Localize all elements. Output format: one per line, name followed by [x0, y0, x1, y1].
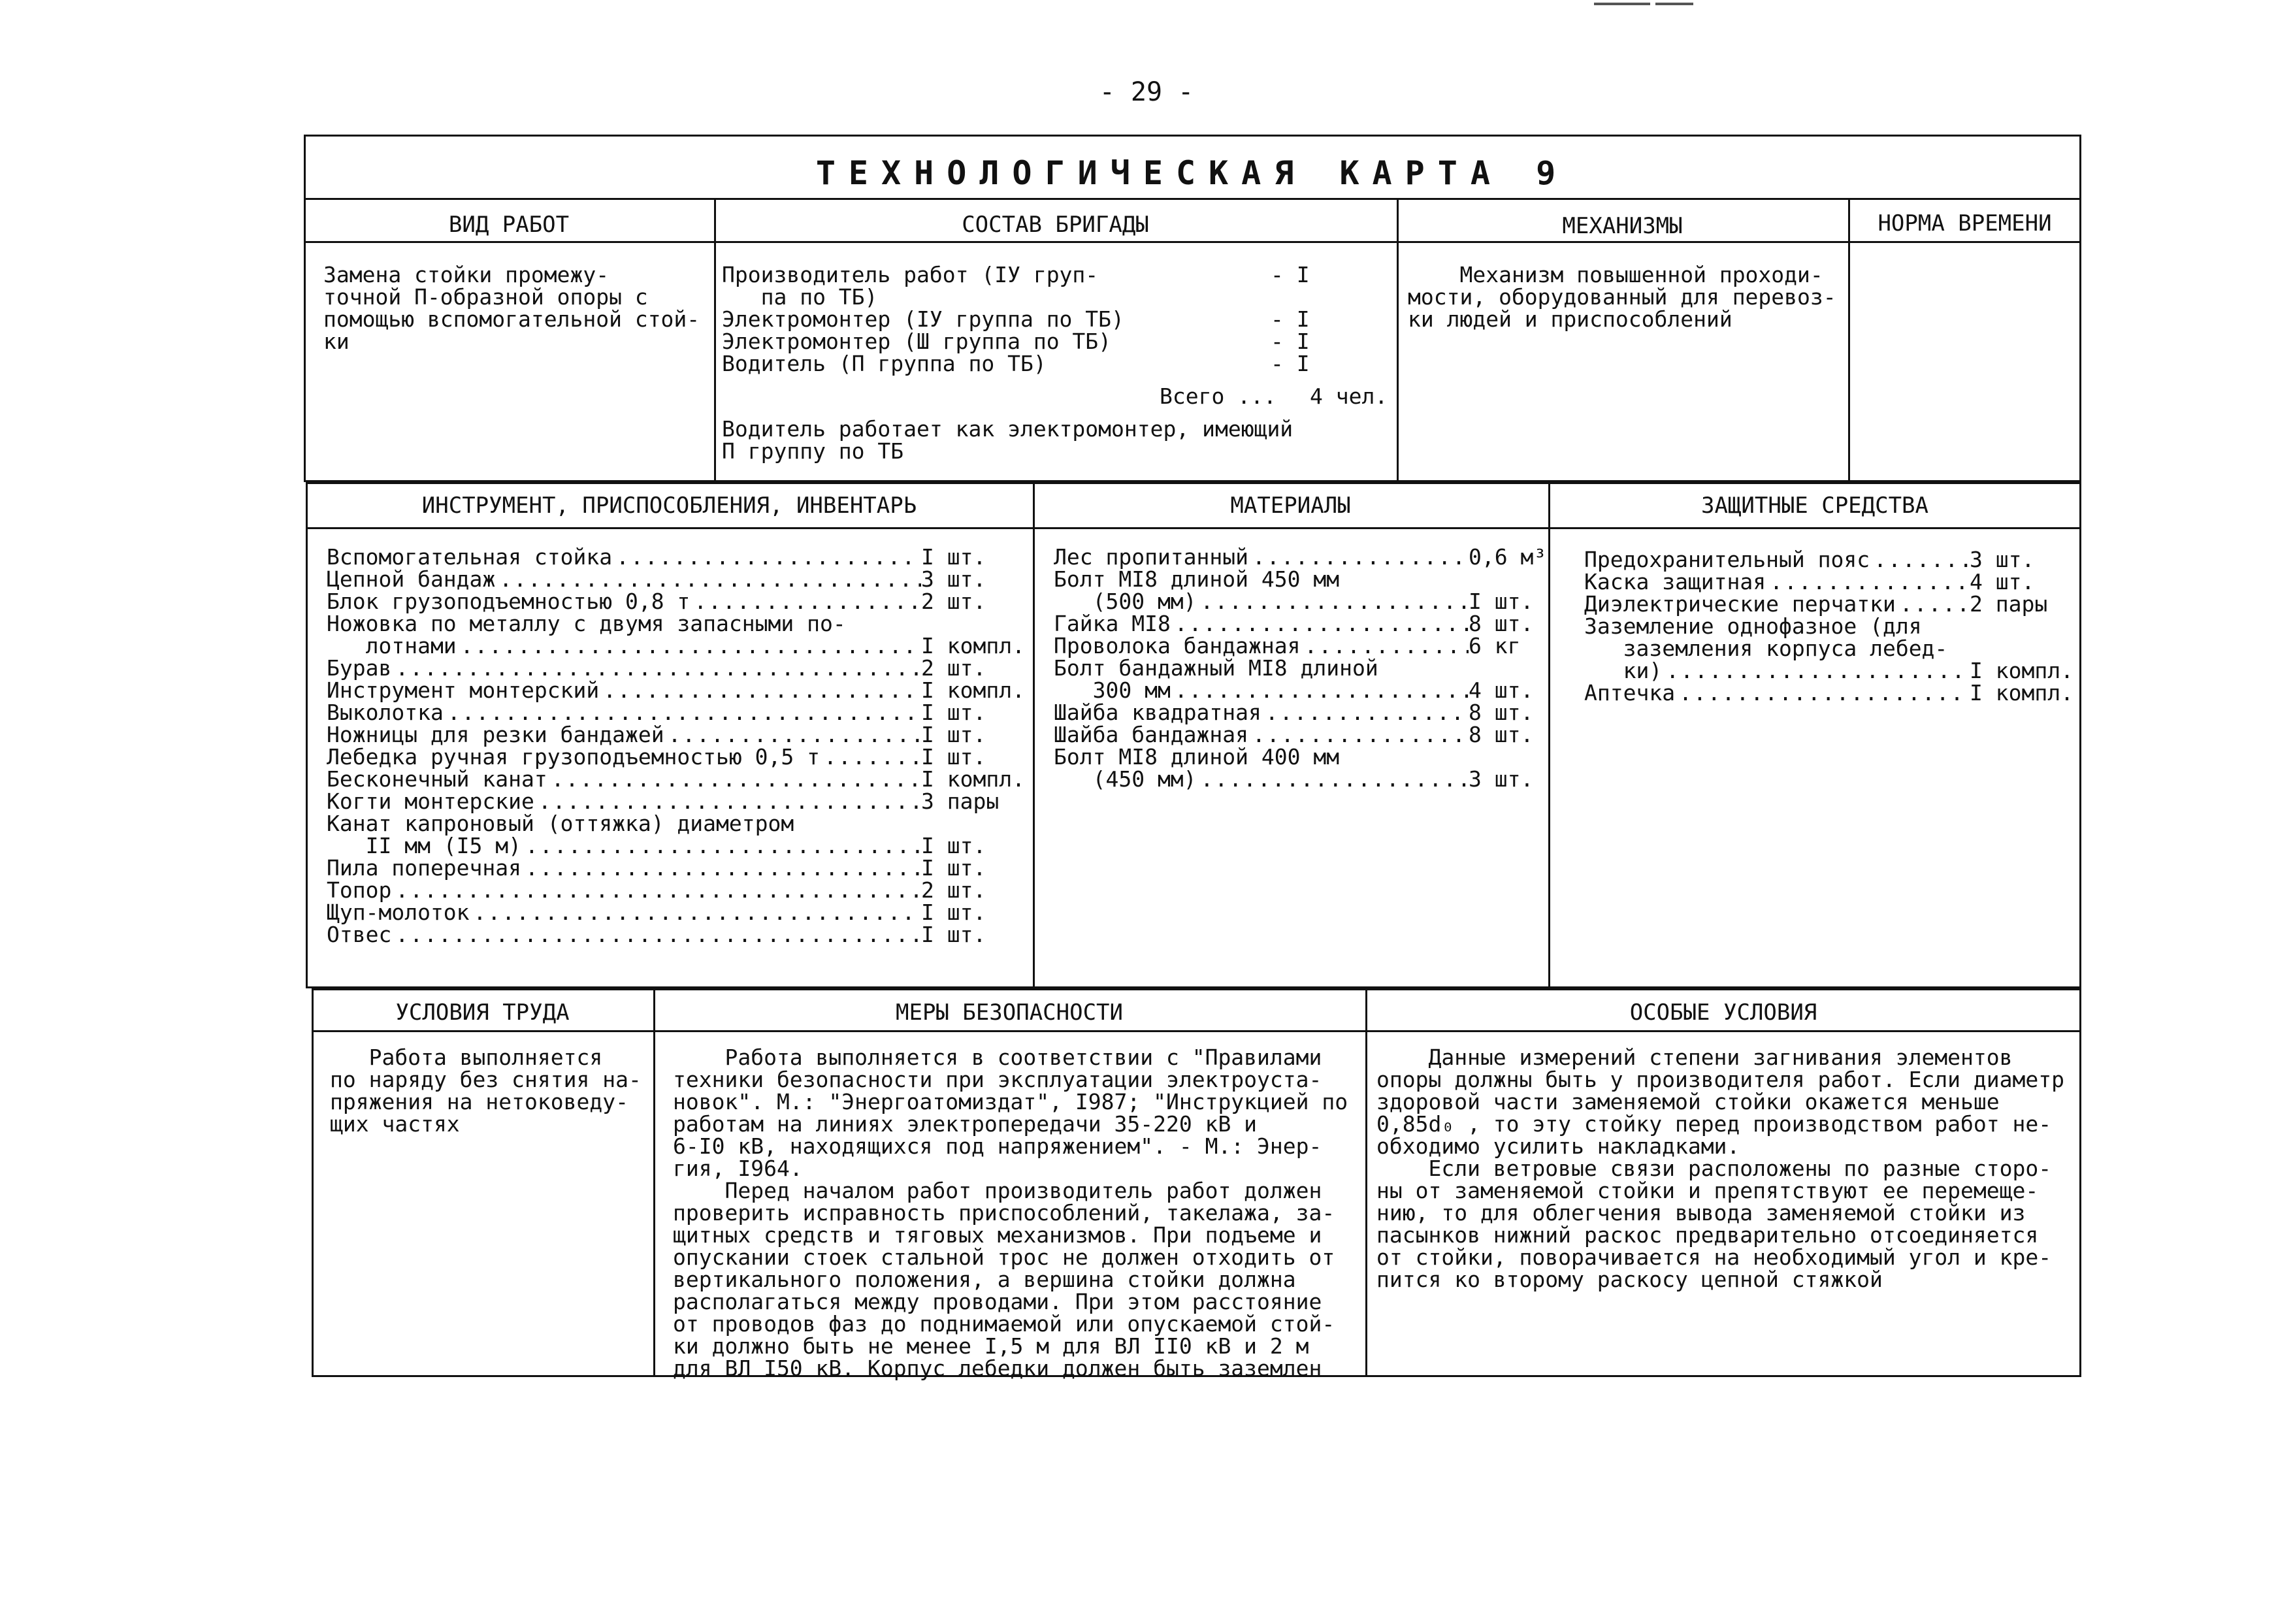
- conditions-text: Работа выполняется по наряду без снятия на- пряжения на нетоковеду- щих частях: [330, 1045, 642, 1137]
- protection-name: Аптечка: [1584, 680, 1676, 706]
- crew-member: [722, 331, 1391, 353]
- tool-qty: I шт.: [921, 922, 986, 947]
- material-item: [1054, 724, 1540, 746]
- materials-list: [1054, 544, 1547, 792]
- material-item: [1054, 657, 1540, 679]
- tool-qty: 2 шт.: [921, 589, 986, 614]
- material-qty: 0,6 м³: [1469, 544, 1547, 570]
- material-name: Проволока бандажная: [1054, 633, 1301, 658]
- header-tools: ИНСТРУМЕНТ, ПРИСПОСОБЛЕНИЯ, ИНВЕНТАРЬ: [421, 493, 917, 519]
- material-item: [1054, 613, 1540, 635]
- tool-item: [327, 835, 1026, 857]
- technological-card: [304, 135, 2081, 1381]
- material-name: Шайба бандажная: [1054, 722, 1249, 747]
- tool-name: Инструмент монтерский: [327, 677, 600, 703]
- material-name: (500 мм): [1054, 589, 1197, 614]
- crew-member-name: Электромонтер (Ш группа по ТБ): [722, 329, 1112, 354]
- header-special: ОСОБЫЕ УСЛОВИЯ: [1629, 999, 1817, 1026]
- tool-qty: I компл.: [921, 633, 1025, 658]
- tool-item: [327, 657, 1026, 679]
- col-divider-3: [1848, 198, 1850, 482]
- tool-item: [327, 924, 1026, 946]
- mechanisms-text: Механизм повышенной проходи- мости, оборудованный для перевоз- ки людей и приспособлений: [1408, 262, 1836, 332]
- work-type-text: Замена стойки промежу- точной П-образной опоры с помощью вспомогательной стой- ки: [323, 262, 700, 354]
- tool-name: Ножовка по металлу с двумя запасными по-: [327, 611, 846, 636]
- header-work-type: ВИД РАБОТ: [448, 212, 570, 238]
- protection-list: [1584, 549, 2074, 704]
- protection-item: [1584, 682, 2074, 704]
- tool-item: [327, 546, 1026, 568]
- tool-qty: 3 пары: [921, 788, 1000, 814]
- tool-qty: I шт.: [921, 744, 986, 770]
- material-name: 300 мм: [1054, 677, 1171, 703]
- crew-total-value: 4 чел.: [1310, 383, 1388, 409]
- material-qty: 6 кг: [1469, 633, 1521, 658]
- material-item: [1054, 544, 1547, 570]
- safety-text: Работа выполняется в соответствии с "Правилами техники безопасности при эксплуатации электроуста- новок". М.: "Энергоатомиздат", I987; "Инструкцией по работам на линиях электропередачи 35-220 кВ и 6-I0 кВ, находящихся под напряжением". - М.: Энер- гия, I964. Перед началом работ производитель работ должен проверить исправность приспособлений, такелажа, за- щитных средств и тяговых механизмов. При подъеме и опускании стоек стальной трос не должен отходить от вертикального положения, а вершина стойки должна располагаться между проводами. При этом расстояние от проводов фаз до поднимаемой или опускаемой стой- ки должно быть не менее I,5 м для ВЛ II0 кВ и 2 м для ВЛ I50 кВ. Корпус лебедки должен быть заземлен: [673, 1045, 1348, 1381]
- tool-item: [327, 702, 1026, 724]
- protection-qty: I компл.: [1970, 658, 2073, 683]
- header-protection: ЗАЩИТНЫЕ СРЕДСТВА: [1701, 493, 1928, 519]
- material-item: [1054, 635, 1540, 657]
- protection-qty: 3 шт.: [1970, 547, 2035, 572]
- protection-name: Заземление однофазное (для: [1584, 613, 1922, 639]
- material-qty: 8 шт.: [1469, 611, 1534, 636]
- header-divider-2: [306, 527, 2081, 529]
- crew-block: [722, 262, 1391, 464]
- crew-member: [722, 353, 1391, 375]
- page-number: - 29 -: [1099, 77, 1194, 107]
- tool-item: [327, 857, 1026, 879]
- header-divider-1: [304, 241, 2081, 243]
- tool-item: [327, 790, 1026, 813]
- crew-member-name: Водитель (П группа по ТБ): [722, 351, 1047, 376]
- col-divider-6: [653, 988, 655, 1377]
- header-divider-3: [312, 1030, 2081, 1032]
- tool-qty: 2 шт.: [921, 877, 986, 903]
- tool-qty: I шт.: [921, 544, 986, 570]
- header-safety: МЕРЫ БЕЗОПАСНОСТИ: [896, 999, 1123, 1026]
- tool-name: Вспомогательная стойка: [327, 544, 613, 570]
- protection-qty: 4 шт.: [1970, 569, 2035, 594]
- crew-total-label: Всего ...: [1160, 383, 1277, 409]
- tool-name: Лебедка ручная грузоподъемностью 0,5 т: [327, 744, 820, 770]
- tool-name: Цепной бандаж: [327, 566, 496, 592]
- tool-name: Бесконечный канат: [327, 766, 547, 792]
- tool-item: [327, 613, 1026, 635]
- tool-name: Канат капроновый (оттяжка) диаметром: [327, 811, 794, 836]
- tool-qty: I шт.: [921, 855, 986, 881]
- crew-member: [722, 308, 1391, 331]
- col-divider-5: [1548, 482, 1550, 988]
- crew-note: Водитель работает как электромонтер, имеющий П группу по ТБ: [722, 416, 1293, 464]
- protection-qty: 2 пары: [1970, 591, 2048, 617]
- crew-member-name: Электромонтер (IУ группа по ТБ): [722, 306, 1124, 332]
- tool-item: [327, 724, 1026, 746]
- material-name: Шайба квадратная: [1054, 700, 1261, 725]
- tool-item: [327, 879, 1026, 901]
- tool-name: лотнами: [327, 633, 457, 658]
- crew-member-count: - I: [1271, 329, 1310, 354]
- card-title: ТЕХНОЛОГИЧЕСКАЯ КАРТА 9: [815, 154, 1569, 192]
- tool-name: Когти монтерские: [327, 788, 534, 814]
- col-divider-1: [714, 198, 716, 482]
- protection-name: заземления корпуса лебед-: [1584, 636, 1948, 661]
- crew-member-count: - I: [1271, 306, 1310, 332]
- protection-item: [1584, 615, 2074, 638]
- header-time-norm: НОРМА ВРЕМЕНИ: [1878, 210, 2052, 236]
- tool-qty: I компл.: [921, 677, 1025, 703]
- tool-name: Отвес: [327, 922, 392, 947]
- tool-item: [327, 746, 1026, 768]
- header-mechanisms: МЕХАНИЗМЫ: [1562, 213, 1683, 239]
- material-name: Гайка МI8: [1054, 611, 1171, 636]
- header-materials: МАТЕРИАЛЫ: [1230, 493, 1351, 519]
- special-text: Данные измерений степени загнивания элементов опоры должны быть у производителя работ. Если диаметр здоровой части заменяемой стойки окажется меньше 0,85d₀ , то эту стойку перед производством работ не- обходимо усилить накладками. Если ветровые связи расположены по разные сторо- ны от заменяемой стойки и препятствуют ее перемеще- нию, то для облегчения вывода заменяемой стойки из пасынков нижний раскос предварительно отсоединяется от стойки, поворачивается на необходимый угол и кре- пится ко второму раскосу цепной стяжкой: [1376, 1045, 2064, 1292]
- col-divider-4: [1033, 482, 1035, 988]
- protection-item: [1584, 638, 2074, 660]
- material-qty: I шт.: [1469, 589, 1534, 614]
- material-name: (450 мм): [1054, 766, 1197, 792]
- tool-name: Блок грузоподъемностью 0,8 т: [327, 589, 691, 614]
- col-divider-7: [1365, 988, 1367, 1377]
- col-divider-2: [1397, 198, 1399, 482]
- tool-item: [327, 901, 1026, 924]
- material-item: [1054, 568, 1540, 591]
- tool-qty: I шт.: [921, 722, 986, 747]
- header-crew: СОСТАВ БРИГАДЫ: [962, 212, 1149, 238]
- crew-total: [722, 375, 1391, 408]
- protection-name: Диэлектрические перчатки: [1584, 591, 1896, 617]
- tool-name: Ножницы для резки бандажей: [327, 722, 664, 747]
- tool-item: [327, 635, 1026, 657]
- title-divider: [304, 198, 2081, 200]
- protection-item: [1584, 549, 2074, 571]
- material-qty: 8 шт.: [1469, 700, 1534, 725]
- tool-name: Пила поперечная: [327, 855, 522, 881]
- tools-list: [327, 546, 1026, 946]
- protection-name: ки): [1584, 658, 1663, 683]
- material-name: Болт бандажный МI8 длиной: [1054, 655, 1378, 681]
- material-item: [1054, 768, 1540, 790]
- crew-member-count: - I: [1271, 351, 1310, 376]
- material-qty: 3 шт.: [1469, 766, 1534, 792]
- tool-name: Топор: [327, 877, 392, 903]
- material-item: [1054, 746, 1540, 768]
- tool-qty: I шт.: [921, 700, 986, 725]
- material-name: Болт МI8 длиной 400 мм: [1054, 744, 1340, 770]
- header-conditions: УСЛОВИЯ ТРУДА: [395, 999, 570, 1026]
- tool-name: II мм (I5 м): [327, 833, 522, 858]
- tool-item: [327, 813, 1026, 835]
- protection-item: [1584, 593, 2074, 615]
- tool-qty: I шт.: [921, 900, 986, 925]
- tool-qty: I компл.: [921, 766, 1025, 792]
- tool-qty: I шт.: [921, 833, 986, 858]
- protection-item: [1584, 571, 2074, 593]
- protection-name: Предохранительный пояс: [1584, 547, 1870, 572]
- tool-qty: 2 шт.: [921, 655, 986, 681]
- crew-member-count: - I: [1271, 262, 1310, 287]
- crew-member-name: Производитель работ (IУ груп- па по ТБ): [722, 262, 1099, 310]
- tool-qty: 3 шт.: [921, 566, 986, 592]
- protection-qty: I компл.: [1970, 680, 2073, 706]
- protection-item: [1584, 660, 2074, 682]
- material-name: Лес пропитанный: [1054, 544, 1249, 570]
- material-qty: 8 шт.: [1469, 722, 1534, 747]
- tool-name: Щуп-молоток: [327, 900, 470, 925]
- tool-item: [327, 568, 1026, 591]
- material-item: [1054, 591, 1540, 613]
- material-qty: 4 шт.: [1469, 677, 1534, 703]
- tool-item: [327, 591, 1026, 613]
- material-item: [1054, 679, 1540, 702]
- tool-item: [327, 768, 1026, 790]
- tool-name: Бурав: [327, 655, 392, 681]
- material-item: [1054, 702, 1540, 724]
- protection-name: Каска защитная: [1584, 569, 1766, 594]
- tool-name: Выколотка: [327, 700, 444, 725]
- tool-item: [327, 679, 1026, 702]
- material-name: Болт МI8 длиной 450 мм: [1054, 566, 1340, 592]
- crew-member: [722, 262, 1391, 310]
